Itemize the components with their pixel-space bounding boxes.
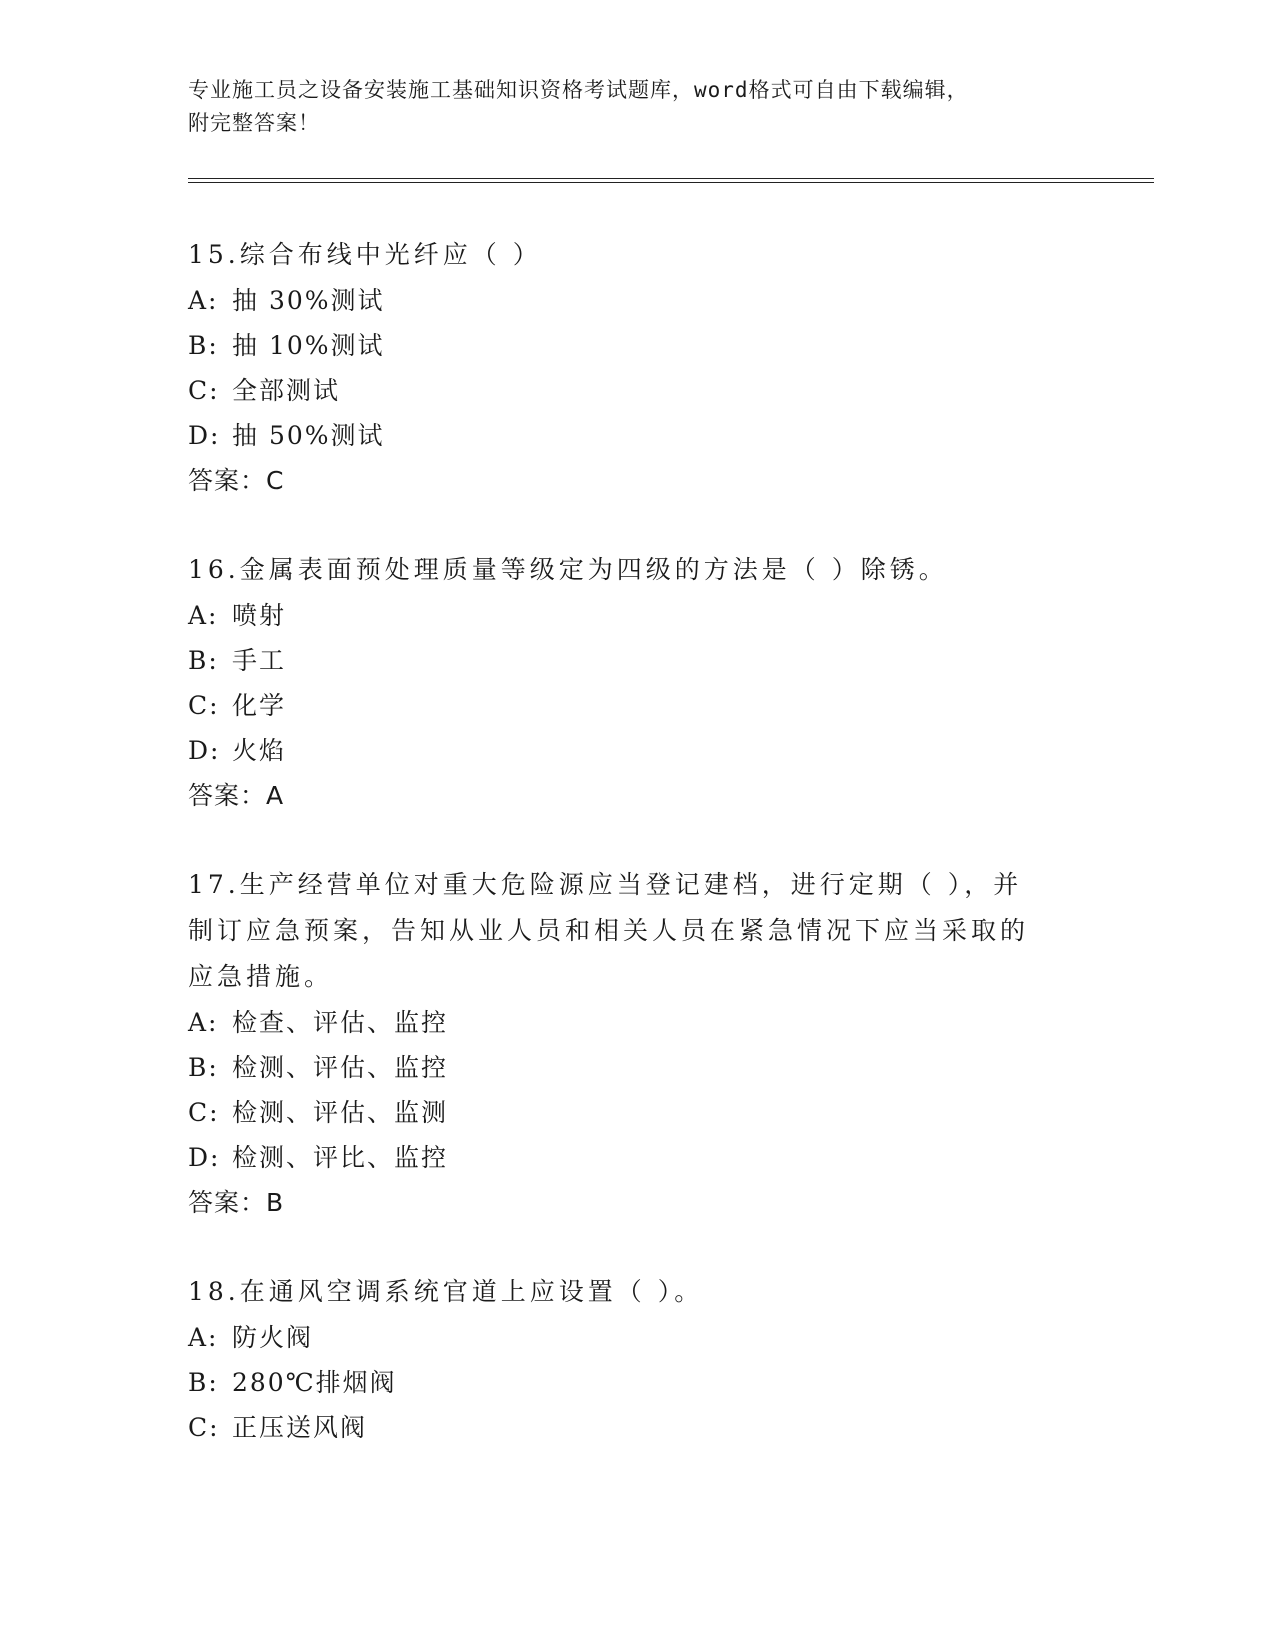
option-letter: C: (188, 1098, 220, 1127)
option-letter: B: (188, 646, 219, 675)
option-text: 化学 (232, 691, 287, 720)
option-letter: C: (188, 691, 220, 720)
option-a (188, 1315, 1088, 1360)
option-c (188, 368, 1088, 413)
option-c (188, 1090, 1088, 1135)
option-b (188, 638, 1088, 683)
option-letter: A: (188, 286, 219, 315)
option-text: 抽 10%测试 (232, 331, 385, 360)
option-text: 检测、评比、监控 (232, 1143, 449, 1172)
option-text: 手工 (232, 646, 287, 675)
question-stem: 15.综合布线中光纤应（ ） (188, 240, 542, 269)
question-stem: 17.生产经营单位对重大危险源应当登记建档，进行定期（ ），并制订应急预案，告知从业人员和相关人员在紧急情况下应当采取的应急措施。 (188, 870, 1030, 991)
option-letter: D: (188, 736, 221, 765)
question-15 (188, 232, 1088, 503)
answer-line: 答案：B (188, 1188, 285, 1217)
option-letter: B: (188, 1053, 219, 1082)
option-b (188, 1045, 1088, 1090)
option-d (188, 413, 1088, 458)
option-text: 火焰 (232, 736, 287, 765)
option-letter: A: (188, 1008, 219, 1037)
option-letter: A: (188, 601, 219, 630)
header-line-1: 专业施工员之设备安装施工基础知识资格考试题库，word格式可自由下载编辑， (188, 78, 969, 102)
option-text: 抽 50%测试 (232, 421, 385, 450)
option-letter: C: (188, 1413, 220, 1442)
option-b (188, 323, 1088, 368)
option-letter: B: (188, 331, 219, 360)
option-text: 检测、评估、监控 (232, 1053, 449, 1082)
question-stem: 16.金属表面预处理质量等级定为四级的方法是（ ）除锈。 (188, 555, 948, 584)
option-text: 正压送风阀 (232, 1413, 368, 1442)
document-header (188, 74, 1068, 140)
option-d (188, 1135, 1088, 1180)
option-text: 检测、评估、监测 (232, 1098, 449, 1127)
option-text: 喷射 (232, 601, 287, 630)
answer-line: 答案：C (188, 466, 285, 495)
option-text: 280℃排烟阀 (232, 1368, 397, 1397)
option-c (188, 683, 1088, 728)
option-a (188, 278, 1088, 323)
header-double-rule (188, 178, 1154, 183)
option-a (188, 593, 1088, 638)
option-a (188, 1000, 1088, 1045)
option-letter: B: (188, 1368, 219, 1397)
option-c (188, 1405, 1088, 1450)
option-d (188, 728, 1088, 773)
option-letter: D: (188, 1143, 221, 1172)
option-letter: D: (188, 421, 221, 450)
question-list (188, 232, 1088, 1494)
question-18 (188, 1269, 1088, 1450)
question-17 (188, 862, 1088, 1225)
option-b (188, 1360, 1088, 1405)
answer-line: 答案：A (188, 781, 285, 810)
option-text: 检查、评估、监控 (232, 1008, 449, 1037)
option-text: 全部测试 (232, 376, 341, 405)
question-stem: 18.在通风空调系统官道上应设置（ ）。 (188, 1277, 704, 1306)
question-16 (188, 547, 1088, 818)
option-letter: A: (188, 1323, 219, 1352)
option-letter: C: (188, 376, 220, 405)
option-text: 防火阀 (232, 1323, 314, 1352)
option-text: 抽 30%测试 (232, 286, 385, 315)
header-line-2: 附完整答案！ (188, 111, 320, 135)
